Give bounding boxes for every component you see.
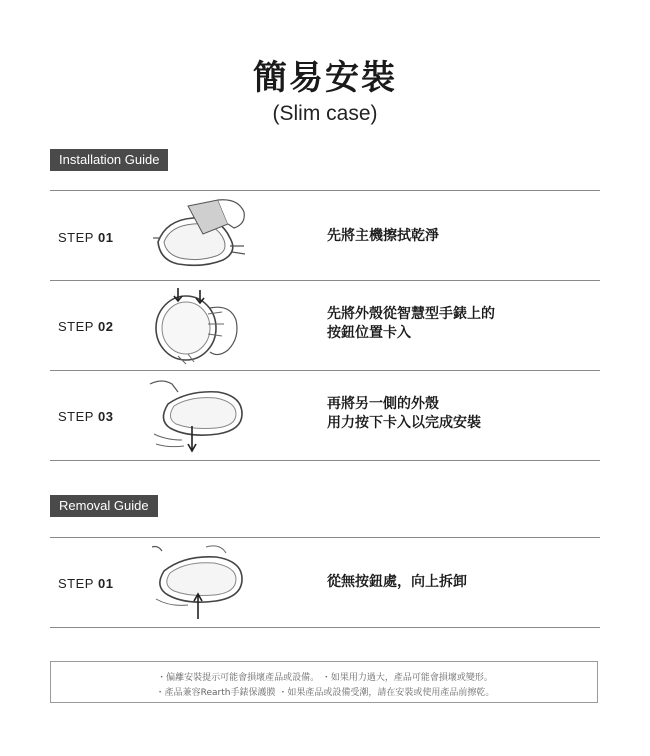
install-step-2-text — [327, 305, 495, 343]
install-step-2-label — [58, 319, 113, 334]
divider — [50, 370, 600, 371]
step-text-line: 按鈕位置卡入 — [327, 325, 411, 341]
install-step-3-label — [58, 409, 113, 424]
step-text-line: 先將外殼從智慧型手錶上的 — [327, 306, 495, 322]
installation-guide-label: Installation Guide — [50, 149, 168, 171]
step-number: 01 — [97, 230, 114, 245]
install-step-3-illustration — [148, 374, 248, 458]
removal-guide-label: Removal Guide — [50, 495, 158, 517]
step-text-line: 從無按鈕處，向上拆卸 — [327, 574, 467, 590]
note-line-1: ・偏離安裝提示可能會損壞產品或設備。 ・如果用力過大，產品可能會損壞或變形。 — [157, 673, 493, 683]
step-prefix: STEP — [58, 576, 94, 591]
page-subtitle: (Slim case) — [272, 102, 378, 125]
install-step-2-illustration — [148, 284, 248, 368]
install-step-1-illustration — [148, 194, 248, 278]
removal-step-1-label — [58, 576, 113, 591]
install-step-3-text — [327, 395, 481, 433]
divider — [50, 627, 600, 628]
notes-box — [50, 661, 598, 703]
step-prefix: STEP — [58, 409, 94, 424]
step-text-line: 用力按下卡入以完成安裝 — [327, 415, 481, 431]
note-line-2: ・產品兼容Rearth手錶保護膜 ・如果產品或設備受潮，請在安裝或使用產品前擦乾。 — [155, 688, 495, 698]
page-title: 簡易安裝 — [253, 58, 397, 98]
step-number: 03 — [97, 409, 114, 424]
divider — [50, 190, 600, 191]
divider — [50, 537, 600, 538]
divider — [50, 280, 600, 281]
install-step-1-label — [58, 230, 113, 245]
step-number: 02 — [97, 319, 114, 334]
install-step-1-text — [327, 227, 439, 246]
divider — [50, 460, 600, 461]
step-text-line: 先將主機擦拭乾淨 — [327, 228, 439, 244]
removal-step-1-illustration — [148, 541, 248, 625]
step-prefix: STEP — [58, 319, 94, 334]
step-prefix: STEP — [58, 230, 94, 245]
step-text-line: 再將另一側的外殼 — [327, 396, 439, 412]
removal-step-1-text — [327, 573, 467, 592]
step-number: 01 — [97, 576, 114, 591]
